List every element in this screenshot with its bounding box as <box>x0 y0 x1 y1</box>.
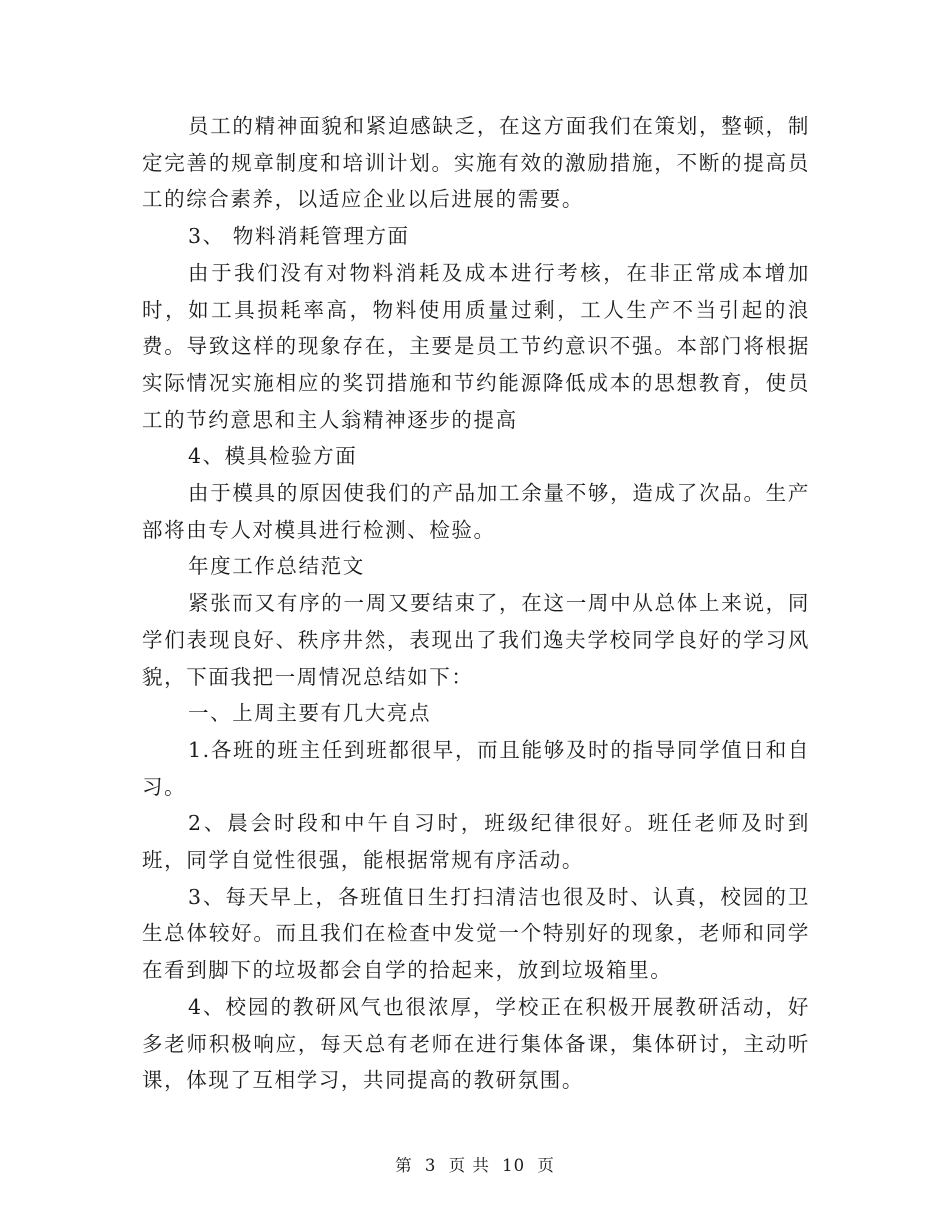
list-item-highlight-2: 2、晨会时段和中午自习时，班级纪律很好。班任老师及时到班，同学自觉性很强，能根据常规有序活动。 <box>142 811 810 873</box>
list-item-highlight-1: 1.各班的班主任到班都很早，而且能够及时的指导同学值日和自习。 <box>142 737 810 799</box>
paragraph-staff-morale: 员工的精神面貌和紧迫感缺乏，在这方面我们在策划，整顿，制定完善的规章制度和培训计划。实施有效的激励措施，不断的提高员工的综合素养，以适应企业以后进展的需要。 <box>142 114 810 212</box>
paragraph-mold-inspection: 由于模具的原因使我们的产品加工余量不够，造成了次品。生产部将由专人对模具进行检测、检验。 <box>142 481 810 542</box>
document-body <box>142 108 810 1099</box>
page-footer <box>0 1152 950 1176</box>
heading-annual-summary: 年度工作总结范文 <box>188 554 365 579</box>
footer-total-pages: 10 <box>502 1156 526 1175</box>
heading-material-consumption: 3、 物料消耗管理方面 <box>188 224 410 249</box>
footer-page-number: 3 <box>424 1156 437 1175</box>
paragraph-week-intro: 紧张而又有序的一周又要结束了，在这一周中从总体上来说，同学们表现良好、秩序井然，表现出了我们逸夫学校同学良好的学习风貌，下面我把一周情况总结如下： <box>142 591 810 689</box>
heading-highlights: 一、上周主要有几大亮点 <box>188 701 432 726</box>
footer-prefix: 第 <box>395 1156 413 1175</box>
paragraph-material-consumption: 由于我们没有对物料消耗及成本进行考核，在非正常成本增加时，如工具损耗率高，物料使用质量过剩，工人生产不当引起的浪费。导致这样的现象存在，主要是员工节约意识不强。本部门将根据实际情况实施相应的奖罚措施和节约能源降低成本的思想教育，使员工的节约意思和主人翁精神逐步的提高 <box>142 260 810 432</box>
footer-middle: 页 共 <box>448 1156 490 1175</box>
list-item-highlight-3: 3、每天早上，各班值日生打扫清洁也很及时、认真，校园的卫生总体较好。而且我们在检查中发觉一个特别好的现象，老师和同学在看到脚下的垃圾都会自学的拾起来，放到垃圾箱里。 <box>142 884 810 983</box>
heading-mold-inspection: 4、模具检验方面 <box>188 444 358 469</box>
footer-suffix: 页 <box>537 1156 555 1175</box>
list-item-highlight-4: 4、校园的教研风气也很浓厚，学校正在积极开展教研活动，好多老师积极响应，每天总有老师在进行集体备课，集体研讨，主动听课，体现了互相学习，共同提高的教研氛围。 <box>142 994 810 1093</box>
